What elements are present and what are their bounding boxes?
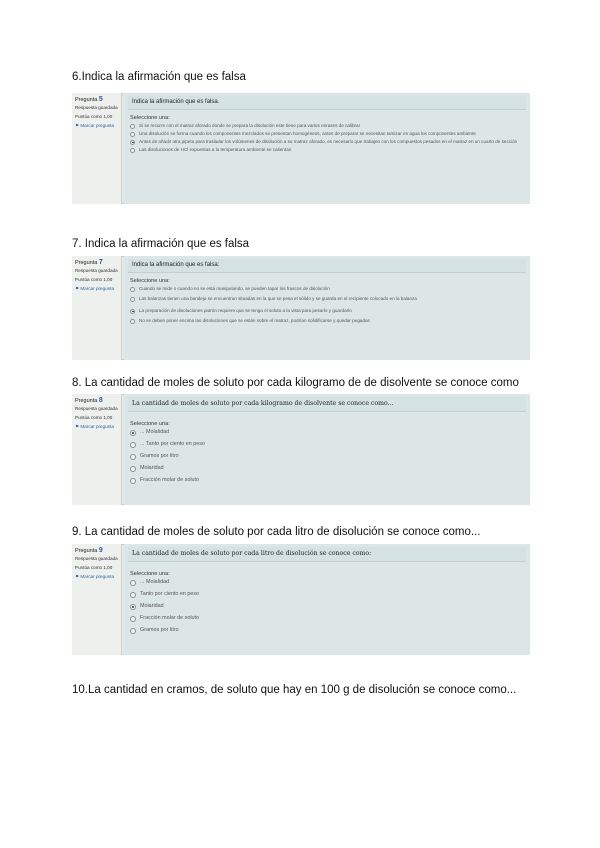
question-status: Respuesta guardada [75,556,118,561]
question-content [124,256,530,360]
answer-option[interactable]: ... Molalidad [130,579,524,586]
flag-question-link[interactable]: ⚑ Marcar pregunta [75,574,115,579]
select-one-label: Seleccione una: [130,115,170,121]
answer-option[interactable]: Cuando se mide o cuando no se está manipulando, se pueden tapar los frascos de disolución [130,286,524,292]
answer-option[interactable]: Molaridad [130,465,524,472]
select-one-label: Seleccione una: [130,571,170,577]
question-score: Puntúa como 1,00 [75,277,113,282]
answer-option[interactable]: Una disolución se forma cuando los componentes mezclados se presentan homogéneos, antes de preparar se necesitan tamizar en agua los componentes ambiente [130,131,524,137]
flag-icon: ⚑ [75,123,80,128]
answer-option[interactable]: Antes de añadir otra pipeta para trasladar los volúmenes de disolución a su matraz aforado, es necesario que trabajen con los compuestos pesados en el matraz en un cuarto de sección [130,139,524,145]
question-info-panel [72,93,122,204]
select-one-label: Seleccione una: [130,421,170,427]
answer-option[interactable]: ... Tanto por ciento en peso [130,441,524,448]
answer-option[interactable]: Fracción molar de soluto [130,615,524,622]
question-info-panel [72,394,122,505]
answer-option[interactable]: Las balanzas tienen una bandeja se encuentran situadas en la que se pesa el sólido y se guarda en el recipiente colocado en la balanza [130,296,524,302]
radio-button-selected[interactable] [130,309,135,314]
question-score: Puntúa como 1,00 [75,114,113,119]
question-screenshot [72,394,530,505]
question-caption: 8. La cantidad de moles de soluto por cada kilogramo de de disolvente se conoce como [72,377,519,389]
question-info-panel [72,544,122,655]
select-one-label: Seleccione una: [130,278,170,284]
radio-button[interactable] [130,466,136,472]
flag-question-link[interactable]: ⚑ Marcar pregunta [75,123,115,128]
radio-button[interactable] [130,132,135,137]
question-content [124,544,530,655]
question-screenshot [72,93,530,204]
question-text: Indica la afirmación que es falsa: [128,259,526,273]
question-text: La cantidad de moles de soluto por cada litro de disolución se conoce como: [128,547,526,562]
question-status: Respuesta guardada [75,268,118,273]
radio-button[interactable] [130,287,135,292]
answer-option[interactable]: Las disoluciones de HCl expuestas a la temperatura ambiente se calientan [130,147,524,153]
radio-button[interactable] [130,124,135,129]
radio-button-selected[interactable] [130,430,136,436]
question-text: La cantidad de moles de soluto por cada kilogramo de disolvente se conoce como... [128,397,526,412]
answer-option[interactable]: Fracción molar de soluto [130,477,524,484]
answer-option[interactable]: ... Molalidad [130,429,524,436]
question-screenshot [72,256,530,360]
question-number-label: Pregunta [75,97,98,103]
question-number-label: Pregunta [75,548,98,554]
question-text: Indica la afirmación que es falsa. [128,96,526,110]
answer-option[interactable]: Si se recurre con el matraz aforado donde se prepara la disolución este tiene para varios enrases de calibrar [130,123,524,129]
radio-button[interactable] [130,297,135,302]
flag-icon: ⚑ [75,424,80,429]
answer-option[interactable]: Gramos por litro [130,453,524,460]
answer-option[interactable]: Molaridad [130,603,524,610]
radio-button[interactable] [130,616,136,622]
radio-button[interactable] [130,454,136,460]
radio-button[interactable] [130,628,136,634]
answer-option[interactable]: Gramos por litro [130,627,524,634]
radio-button[interactable] [130,319,135,324]
question-number-label: Pregunta [75,398,98,404]
radio-button[interactable] [130,442,136,448]
question-caption: 9. La cantidad de moles de soluto por cada litro de disolución se conoce como... [72,526,481,538]
flag-icon: ⚑ [75,574,80,579]
question-caption: 6.Indica la afirmación que es falsa [72,71,246,83]
question-screenshot [72,544,530,655]
flag-icon: ⚑ [75,286,80,291]
answer-option[interactable]: La preparación de disoluciones patrón requiere que se tenga el soluto a la vista para pesarlo y guardarlo [130,308,524,314]
flag-question-link[interactable]: ⚑ Marcar pregunta [75,424,115,429]
question-info-panel [72,256,122,360]
radio-button[interactable] [130,592,136,598]
question-status: Respuesta guardada [75,406,118,411]
flag-question-link[interactable]: ⚑ Marcar pregunta [75,286,115,291]
question-number-label: Pregunta [75,260,98,266]
question-number: 9 [98,547,103,554]
question-status: Respuesta guardada [75,105,118,110]
question-number: 7 [98,259,103,266]
question-caption: 7. Indica la afirmación que es falsa [72,238,250,250]
question-score: Puntúa como 1,00 [75,565,113,570]
answer-option[interactable]: Tanto por ciento en peso [130,591,524,598]
radio-button[interactable] [130,148,135,153]
radio-button-selected[interactable] [130,140,135,145]
radio-button[interactable] [130,580,136,586]
answer-option[interactable]: No se deben poner encima las disoluciones que se están sobre el matraz, podrían solidificarse y quedar pegadas [130,318,524,324]
question-content [124,93,530,204]
question-number: 5 [98,96,103,103]
radio-button-selected[interactable] [130,604,136,610]
question-content [124,394,530,505]
radio-button[interactable] [130,478,136,484]
question-score: Puntúa como 1,00 [75,415,113,420]
question-number: 8 [98,397,103,404]
question-caption: 10.La cantidad en cramos, de soluto que hay en 100 g de disolución se conoce como... [72,684,517,696]
